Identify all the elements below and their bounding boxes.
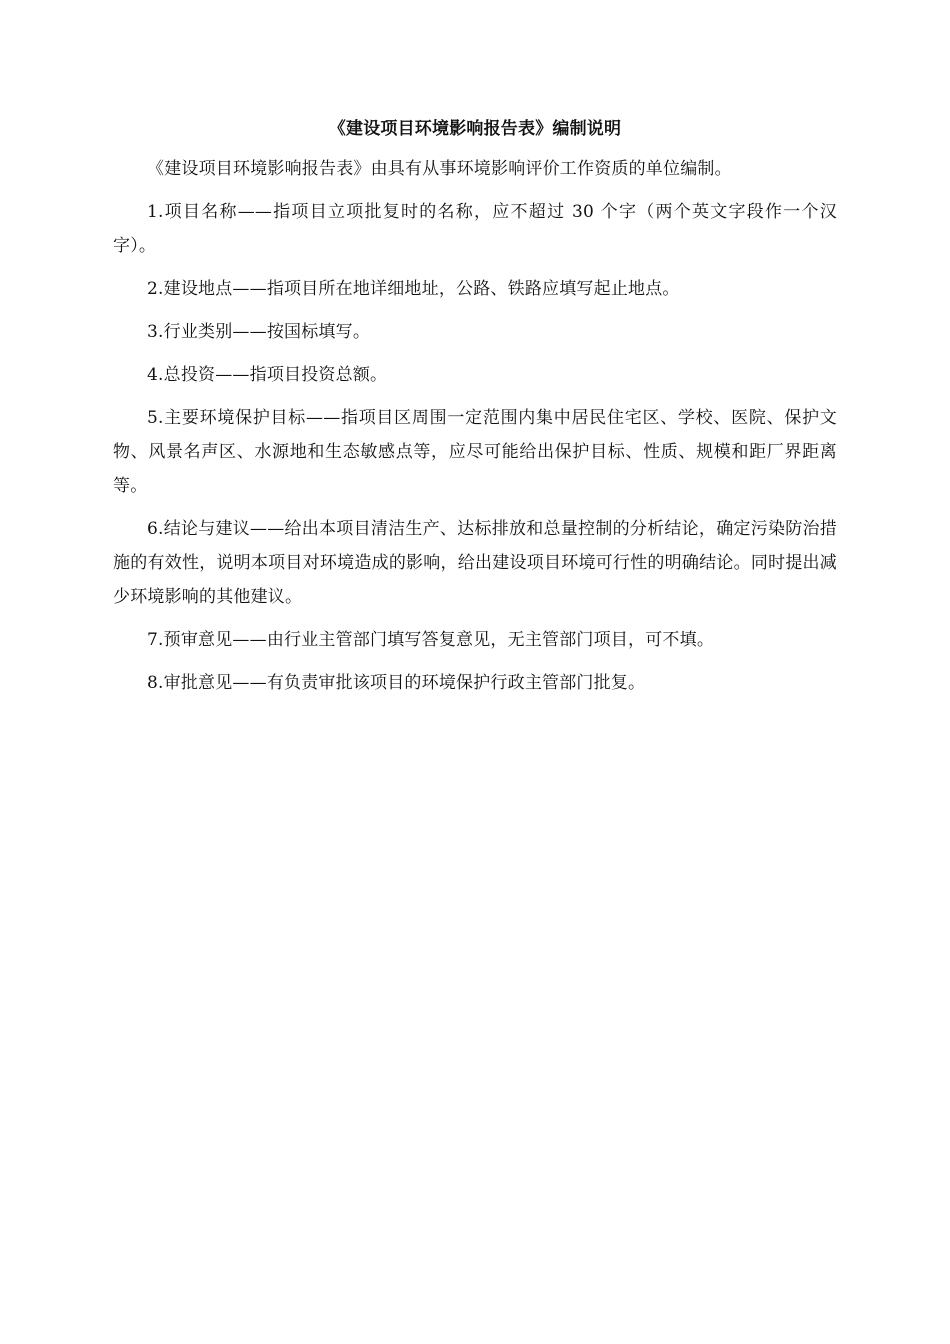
document-body [113,114,837,709]
item-preliminary-review: 7.预审意见——由行业主管部门填写答复意见，无主管部门项目，可不填。 [147,630,715,650]
page-title: 《建设项目环境影响报告表》编制说明 [328,119,622,139]
item-industry-category: 3.行业类别——按国标填写。 [147,322,371,342]
item-project-name: 1.项目名称——指项目立项批复时的名称，应不超过 30 个字（两个英文字段作一个汉字）。 [113,202,837,256]
item-approval-opinion: 8.审批意见——有负责审批该项目的环境保护行政主管部门批复。 [147,673,646,693]
item-construction-site: 2.建设地点——指项目所在地详细地址，公路、铁路应填写起止地点。 [147,279,680,299]
item-total-investment: 4.总投资——指项目投资总额。 [147,365,388,385]
item-protection-targets: 5.主要环境保护目标——指项目区周围一定范围内集中居民住宅区、学校、医院、保护文物、风景名声区、水源地和生态敏感点等，应尽可能给出保护目标、性质、规模和距厂界距离等。 [113,408,837,496]
item-conclusions: 6.结论与建议——给出本项目清洁生产、达标排放和总量控制的分析结论，确定污染防治措施的有效性，说明本项目对环境造成的影响，给出建设项目环境可行性的明确结论。同时提出减少环境影响的其他建议。 [113,519,837,607]
intro-paragraph: 《建设项目环境影响报告表》由具有从事环境影响评价工作资质的单位编制。 [147,159,732,179]
